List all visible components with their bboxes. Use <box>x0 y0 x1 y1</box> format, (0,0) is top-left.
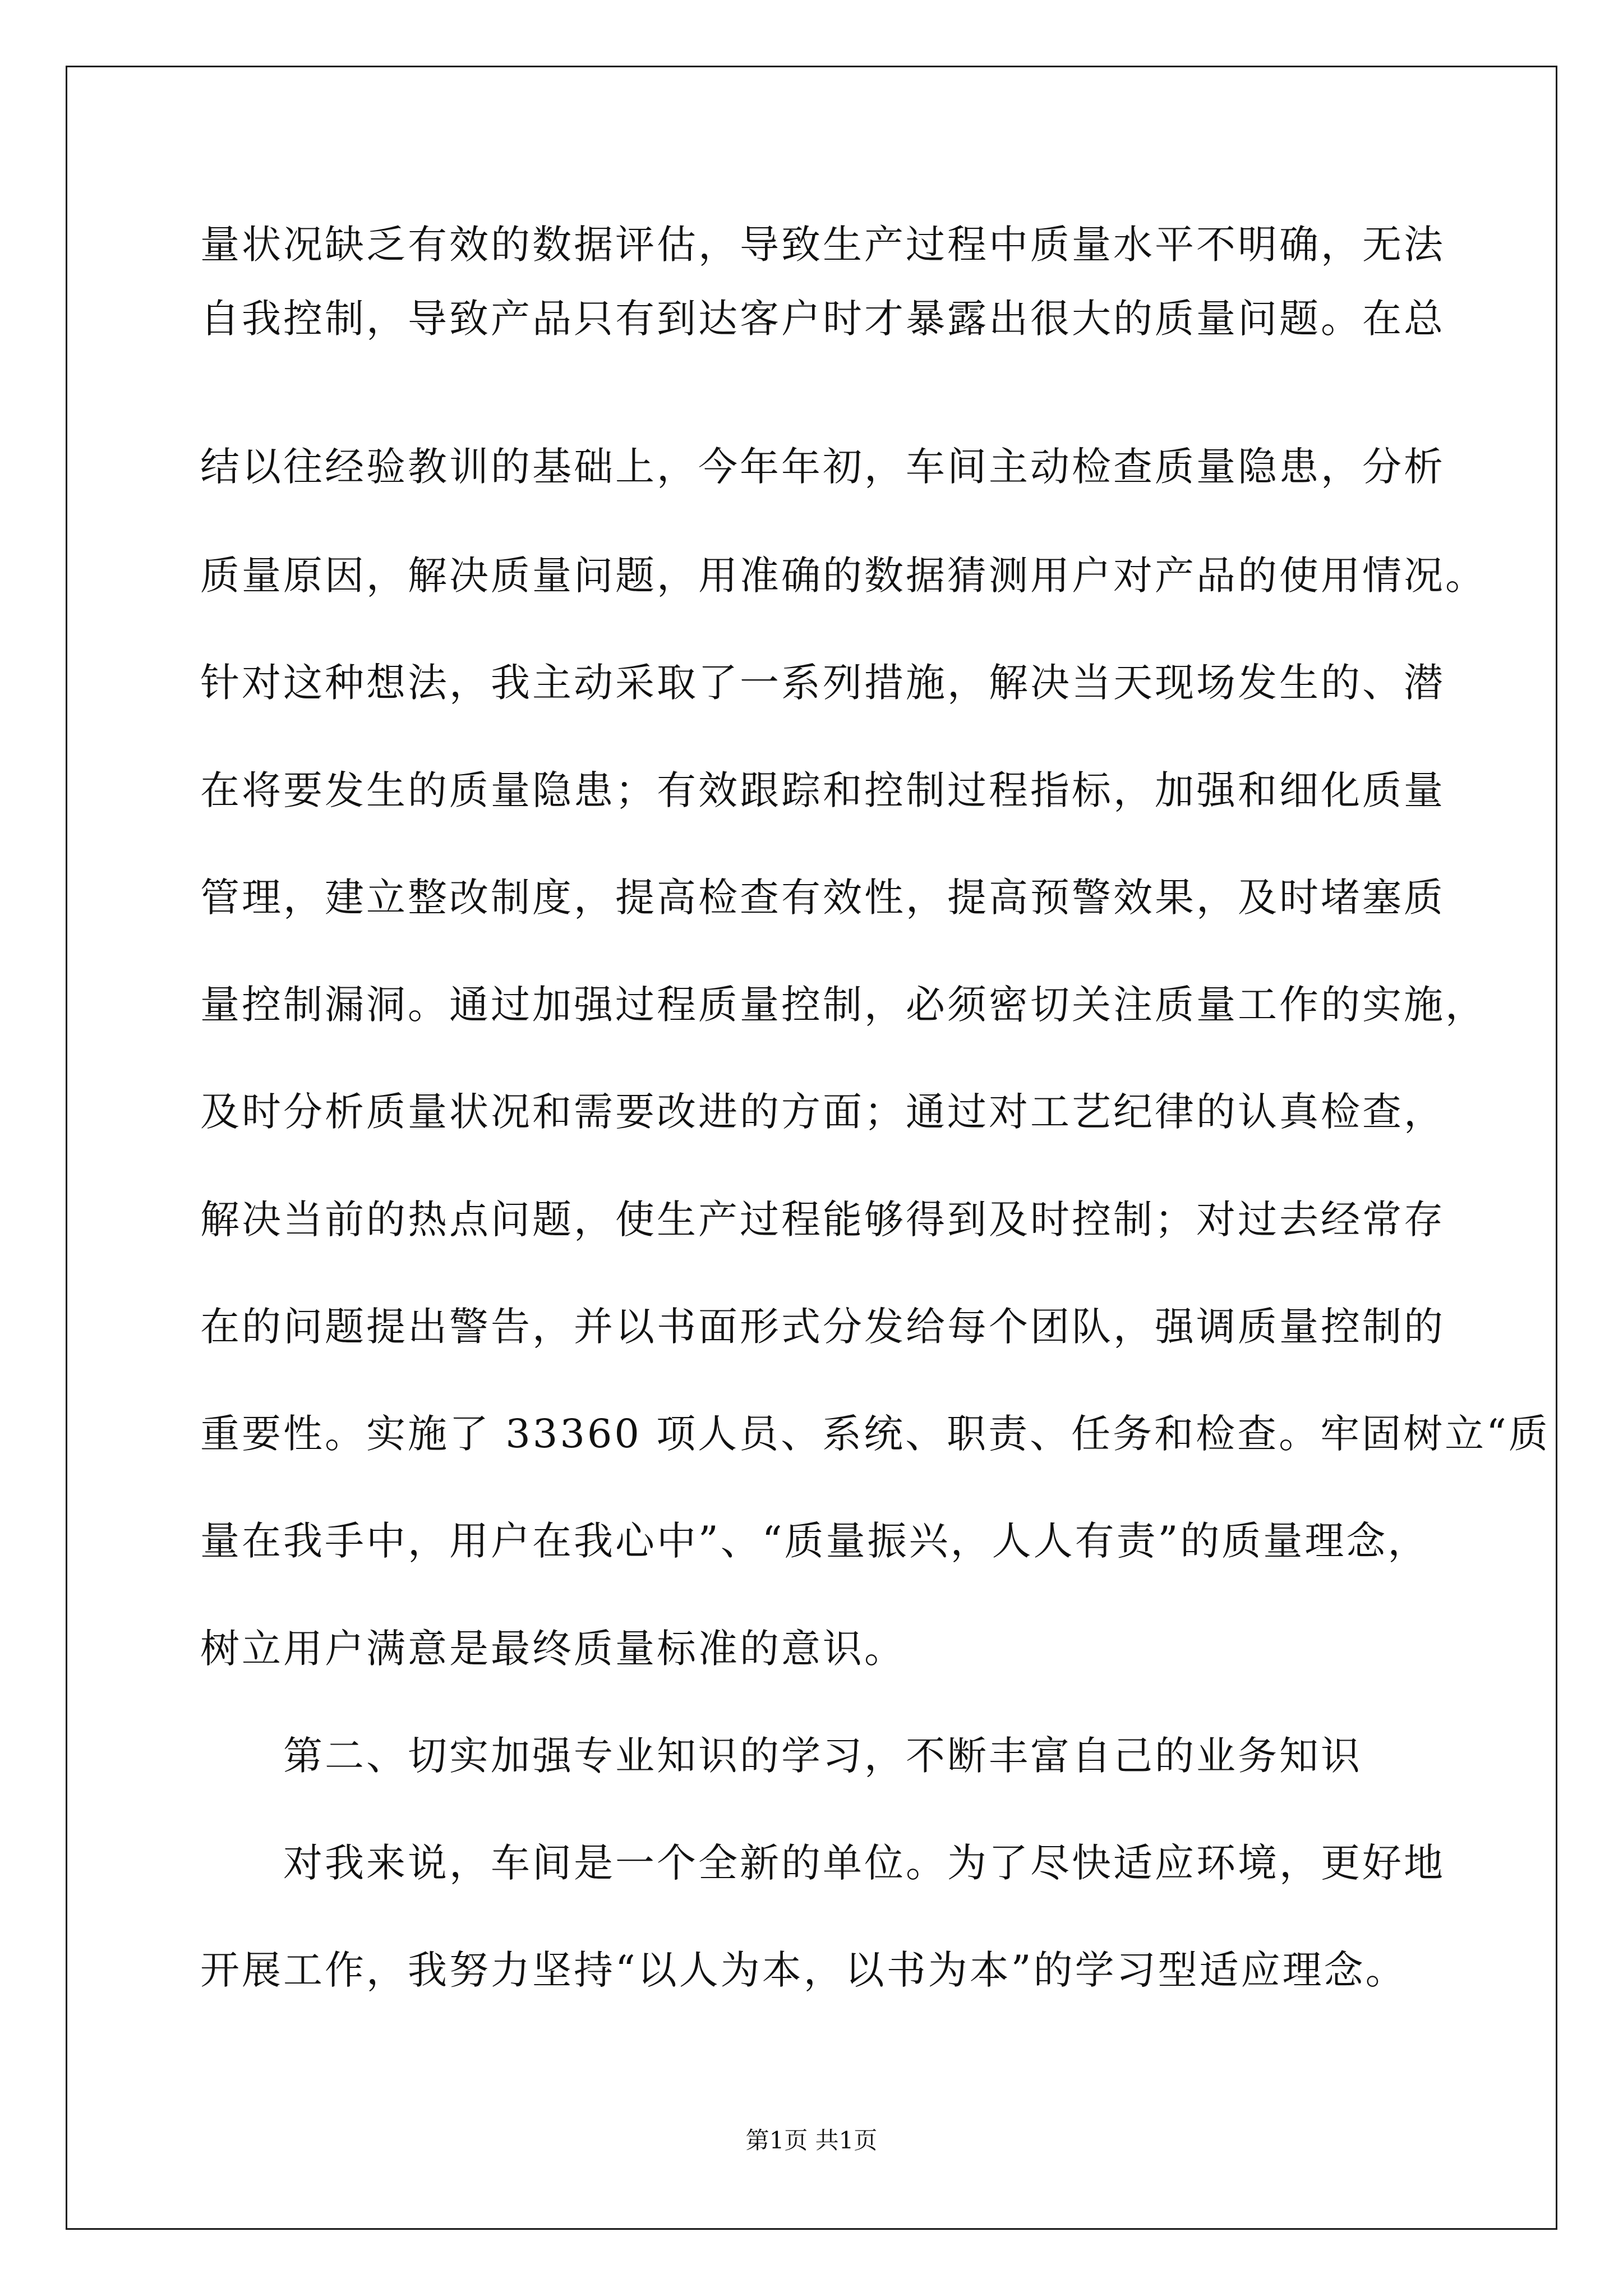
section-heading: 第二、切实加强专业知识的学习，不断丰富自己的业务知识 <box>283 1733 1362 1779</box>
body-line: 对我来说，车间是一个全新的单位。为了尽快适应环境，更好地 <box>283 1840 1445 1886</box>
page-footer: 第1页 共1页 <box>745 2127 878 2154</box>
body-line: 管理，建立整改制度，提高检查有效性，提高预警效果，及时堵塞质 <box>200 875 1445 921</box>
body-line: 针对这种想法，我主动采取了一系列措施，解决当天现场发生的、潜 <box>200 660 1445 706</box>
body-line: 树立用户满意是最终质量标准的意识。 <box>200 1626 906 1672</box>
body-line: 量在我手中，用户在我心中”、“质量振兴，人人有责”的质量理念， <box>200 1518 1430 1564</box>
body-line: 量控制漏洞。通过加强过程质量控制，必须密切关注质量工作的实施， <box>200 982 1487 1028</box>
body-line: 在的问题提出警告，并以书面形式分发给每个团队，强调质量控制的 <box>200 1304 1445 1350</box>
body-line: 结以往经验教训的基础上，今年年初，车间主动检查质量隐患，分析 <box>200 444 1445 490</box>
body-line: 重要性。实施了 33360 项人员、系统、职责、任务和检查。牢固树立“质 <box>200 1411 1550 1457</box>
body-line: 质量原因，解决质量问题，用准确的数据猜测用户对产品的使用情况。 <box>200 553 1487 599</box>
body-line: 量状况缺乏有效的数据评估，导致生产过程中质量水平不明确，无法 <box>200 222 1445 268</box>
page-border <box>66 66 1557 2230</box>
body-line: 及时分析质量状况和需要改进的方面；通过对工艺纪律的认真检查， <box>200 1089 1445 1135</box>
body-line: 自我控制，导致产品只有到达客户时才暴露出很大的质量问题。在总 <box>200 296 1445 342</box>
body-line: 开展工作，我努力坚持“以人为本，以书为本”的学习型适应理念。 <box>200 1947 1407 1993</box>
body-line: 解决当前的热点问题，使生产过程能够得到及时控制；对过去经常存 <box>200 1197 1445 1243</box>
body-line: 在将要发生的质量隐患；有效跟踪和控制过程指标，加强和细化质量 <box>200 767 1445 813</box>
